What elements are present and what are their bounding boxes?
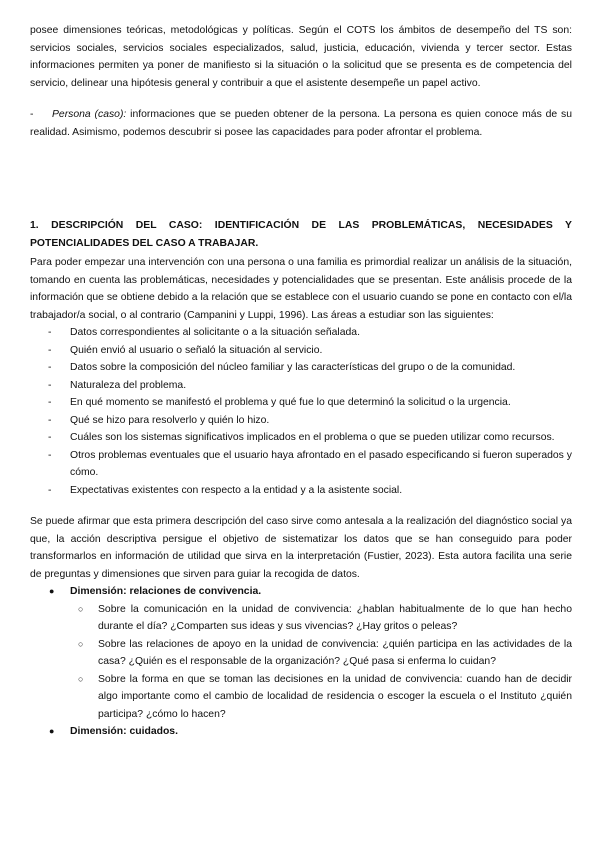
intro-paragraph: posee dimensiones teóricas, metodológicas y políticas. Según el COTS los ámbitos de desempeño del TS son: servicios sociales, servicios sociales especializados, salud, justicia, educación, vivienda y tercer sector. Estas informaciones permiten ya poner de manifiesto si la situación o la solicitud que se presenta es de competencia del servicio, delinear una hipótesis general y contribuir a que el asistente desempeñe un papel activo.: [30, 25, 572, 89]
sub-list-item: ○ Sobre la comunicación en la unidad de convivencia: ¿hablan habitualmente de lo que han hecho durante el día? ¿Comparten sus ideas y sus vivencias? ¿Hay gritos o peleas?: [70, 601, 572, 636]
persona-paragraph: [30, 106, 572, 141]
dimension-title: Dimensión: relaciones de convivencia.: [70, 586, 262, 597]
list-item: - En qué momento se manifestó el problema y qué fue lo que determinó la solicitud o la urgencia.: [30, 394, 572, 412]
section-heading: 1. DESCRIPCIÓN DEL CASO: IDENTIFICACIÓN DE LAS PROBLEMÁTICAS, NECESIDADES Y POTENCIALIDADES DEL CASO A TRABAJAR.: [30, 220, 572, 249]
dimension-title: Dimensión: cuidados.: [70, 726, 178, 737]
list-item: - Otros problemas eventuales que el usuario haya afrontado en el pasado especificando si fueron superados y cómo.: [30, 447, 572, 482]
list-item: - Quién envió al usuario o señaló la situación al servicio.: [30, 342, 572, 360]
persona-dash: -: [30, 109, 34, 120]
areas-list: [30, 324, 572, 499]
bullet-icon: ●: [49, 586, 55, 596]
circle-bullet-icon: ○: [78, 603, 84, 614]
circle-bullet-icon: ○: [78, 638, 84, 649]
dimension-item: [30, 723, 572, 741]
dimensions-list: [30, 583, 572, 741]
section-paragraph: Para poder empezar una intervención con una persona o una familia es primordial realizar un análisis de la situación, tomando en cuenta las problemáticas, necesidades y potencialidades que se presentan. Este análisis procede de la información que se obtiene debido a la relación que se establece con el usuario cuando se pone en contacto con el/la trabajador/a social, o al contrario (Campanini y Luppi, 1996). Las áreas a estudiar son las siguientes:: [30, 257, 572, 321]
list-item: - Datos sobre la composición del núcleo familiar y las características del grupo o de la comunidad.: [30, 359, 572, 377]
list-item: - Naturaleza del problema.: [30, 377, 572, 395]
dimension-sublist: [70, 601, 572, 724]
list-item: - Cuáles son los sistemas significativos implicados en el problema o que se pueden utilizar como recursos.: [30, 429, 572, 447]
circle-bullet-icon: ○: [78, 673, 84, 684]
persona-label: Persona (caso):: [52, 109, 127, 120]
list-item: - Datos correspondientes al solicitante o a la situación señalada.: [30, 324, 572, 342]
sub-list-item: ○ Sobre las relaciones de apoyo en la unidad de convivencia: ¿quién participa en las actividades de la casa? ¿Quién es el responsable de la organización? ¿Qué pasa si enferma lo cuidan?: [70, 636, 572, 671]
section-paragraph-2: Se puede afirmar que esta primera descripción del caso sirve como antesala a la realización del diagnóstico social ya que, la acción descriptiva persigue el objetivo de sistematizar los datos que se han conseguido para poder transformarlos en información de utilidad que sirva en la interpretación (Fustier, 2023). Esta autora facilita una serie de preguntas y dimensiones que sirven para guiar la recogida de datos.: [30, 516, 572, 580]
dimension-item: [30, 583, 572, 723]
list-item: - Expectativas existentes con respecto a la entidad y a la asistente social.: [30, 482, 572, 500]
document-page: [30, 22, 572, 741]
bullet-icon: ●: [49, 726, 55, 736]
list-item: - Qué se hizo para resolverlo y quién lo hizo.: [30, 412, 572, 430]
persona-text: informaciones que se pueden obtener de la persona. La persona es quien conoce más de su realidad. Asimismo, podemos descubrir si posee las capacidades para poder afrontar el problema.: [30, 109, 572, 138]
sub-list-item: ○ Sobre la forma en que se toman las decisiones en la unidad de convivencia: cuando han de decidir algo importante como el cambio de localidad de residencia o escoger la escuela o el Instituto ¿quién participa? ¿cómo lo hacen?: [70, 671, 572, 724]
